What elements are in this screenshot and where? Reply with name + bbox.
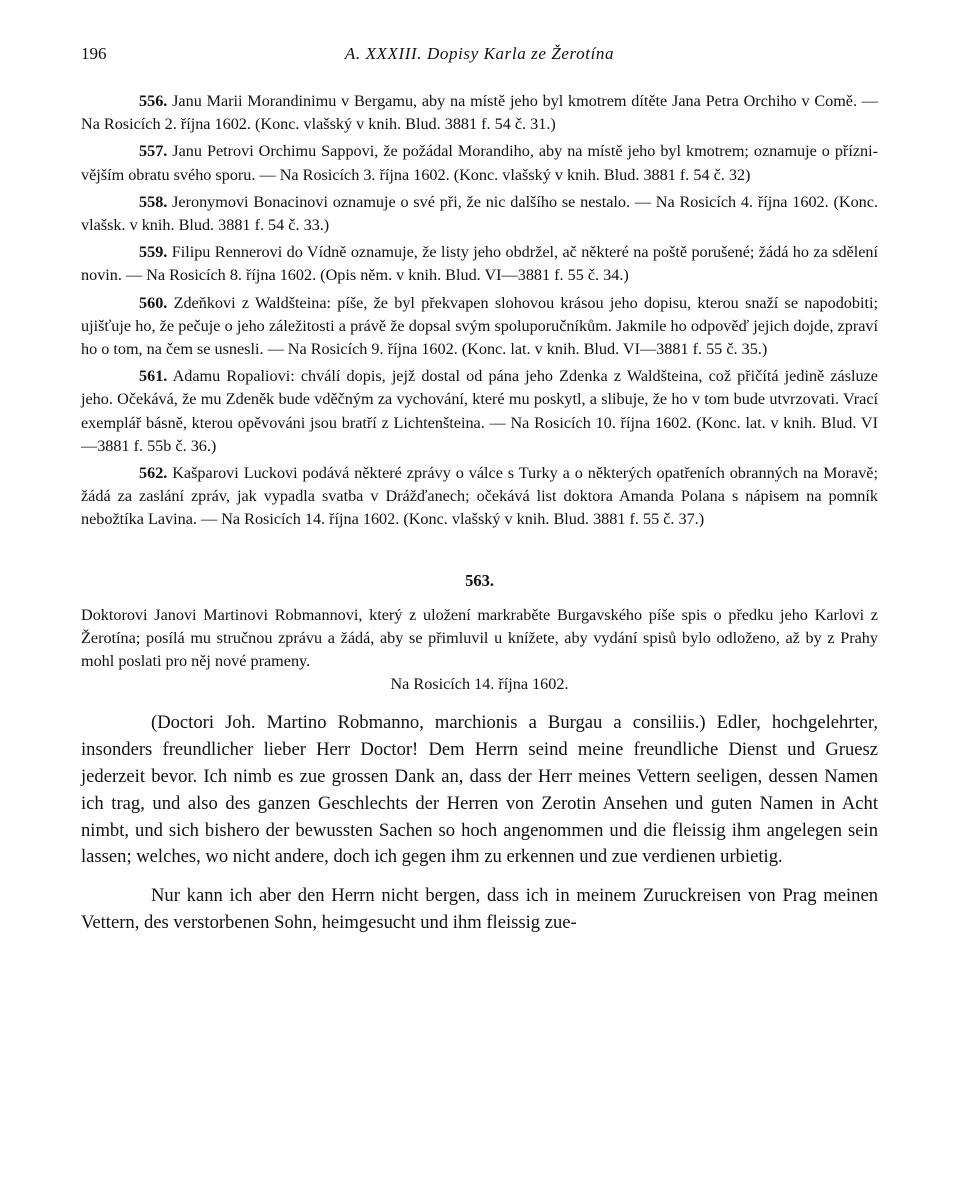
page-header xyxy=(81,40,878,70)
entry-text: Jeronymovi Bonacinovi oznamuje o své při, že nic dalšího se nestalo. — Na Rosicích 4. října 1602. (Konc. vlašsk. v knih. Blud. 3881 f. 54 č. 33.) xyxy=(81,192,878,235)
entry-text: Janu Petrovi Orchimu Sappovi, že požádal Morandiho, aby na místě jeho byl kmotrem; oznamuje o příznivějším obratu svého sporu. — Na Rosicích 3. října 1602. (Konc. vlašský v knih. Blud. 3881 f. 54 č. 32) xyxy=(81,142,878,184)
entry-number: 556. xyxy=(139,92,168,110)
entry-text: Adamu Ropaliovi: chválí dopis, jejž dostal od pána jeho Zdenka z Waldšteina, což přičítá jedině zásluze jeho. Očekává, že mu Zdeněk bude vděčným za vychování, které mu poskytl, a slibuje, že ho v tom bude utvrzovati. Vrací exemplář básně, kterou opěvováni jsou bratří z Lichtenšteina. — Na Rosicích 10. října 1602. (Konc. lat. v knih. Blud. VI—3881 f. 55b č. 36.) xyxy=(81,367,878,455)
regest-entry xyxy=(81,191,878,237)
entry-number: 560. xyxy=(139,293,168,312)
letter-text xyxy=(81,710,878,936)
entry-number: 562. xyxy=(139,464,168,483)
regesta-list xyxy=(81,90,878,532)
entry-text: Kašparovi Luckovi podává některé zprávy o válce s Turky a o některých opatřeních obranných na Moravě; žádá za zaslání zpráv, jak vypadla svatba v Drážďanech; očekává list doktora Amanda Polana s nápisem na pomník nebožtíka Lavina. — Na Rosicích 14. října 1602. (Konc. vlašský v knih. Blud. 3881 f. 55 č. 37.) xyxy=(81,464,878,529)
entry-text: Zdeňkovi z Waldšteina: píše, že byl překvapen slohovou krásou jeho dopisu, kterou snaží se napodobiti; ujišťuje ho, že pečuje o jeho záležitosti a právě že dopsal svým spoluporučníkům. Jakmile ho odpověď jejich dojde, zpraví ho o tom, na čem se usnesli. — Na Rosicích 9. října 1602. (Konc. lat. v knih. Blud. VI—3881 f. 55 č. 35.) xyxy=(81,293,878,359)
running-title: A. XXXIII. Dopisy Karla ze Žerotína xyxy=(344,44,615,63)
regest-entry xyxy=(81,462,878,532)
letter-paragraph: (Doctori Joh. Martino Robmanno, marchionis a Burgau a consiliis.) Edler, hochgelehrter, insonders freundlicher lieber Herr Doctor! Dem Herrn seind meine freundliche Dienst und Gruesz jederzeit bevor. Ich nimb es zue grossen Dank an, dass der Herr meines Vettern seeligen, dessen Namen ich trag, und also des ganzen Geschlechts der Herren von Zerotin Ansehen und guten Namen in Acht nimbt, und sich bishero der bewussten Sachen so hoch angenommen und die fleissig ihm angelegen sein lassen; welches, wo nicht andere, doch ich gegen ihm zu erkennen und zue verdienen urbietig. xyxy=(81,712,878,868)
entry-number: 557. xyxy=(139,142,168,161)
entry-number: 559. xyxy=(139,243,168,262)
regest-entry xyxy=(81,140,878,186)
regest-entry xyxy=(81,292,878,362)
regest-entry xyxy=(81,241,878,287)
document-summary: Doktorovi Janovi Martinovi Robmannovi, který z uložení markraběte Burgavského píše spis o předku jeho Karlovi z Žerotína; posílá mu stručnou zprávu a žádá, aby se přimluvil u knížete, aby vydání spisů bylo odloženo, až by z Prahy mohl poslati pro něj nové prameny. xyxy=(81,605,878,671)
entry-text: Filipu Rennerovi do Vídně oznamuje, že listy jeho obdržel, ač některé na poště porušené; žádá ho za sdělení novin. — Na Rosicích 8. října 1602. (Opis něm. v knih. Blud. VI—3881 f. 55 č. 34.) xyxy=(81,243,878,285)
entry-number: 561. xyxy=(139,367,168,386)
entry-text: Janu Marii Morandinimu v Bergamu, aby na místě jeho byl kmotrem dítěte Jana Petra Orchiho v Comě. — Na Rosicích 2. října 1602. (Konc. vlašský v knih. Blud. 3881 f. 54 č. 31.) xyxy=(81,92,878,134)
book-page xyxy=(81,40,878,949)
page-number: 196 xyxy=(81,44,107,63)
regest-entry xyxy=(81,90,878,136)
document-place-date: Na Rosicích 14. října 1602. xyxy=(390,675,569,694)
document-number: 563. xyxy=(465,570,494,590)
letter-paragraph: Nur kann ich aber den Herrn nicht bergen, dass ich in meinem Zuruckreisen von Prag meinen Vettern, des verstorbenen Sohn, heimgesucht und ihm fleissig zue- xyxy=(81,885,878,934)
regest-entry xyxy=(81,365,878,458)
entry-number: 558. xyxy=(139,192,168,211)
